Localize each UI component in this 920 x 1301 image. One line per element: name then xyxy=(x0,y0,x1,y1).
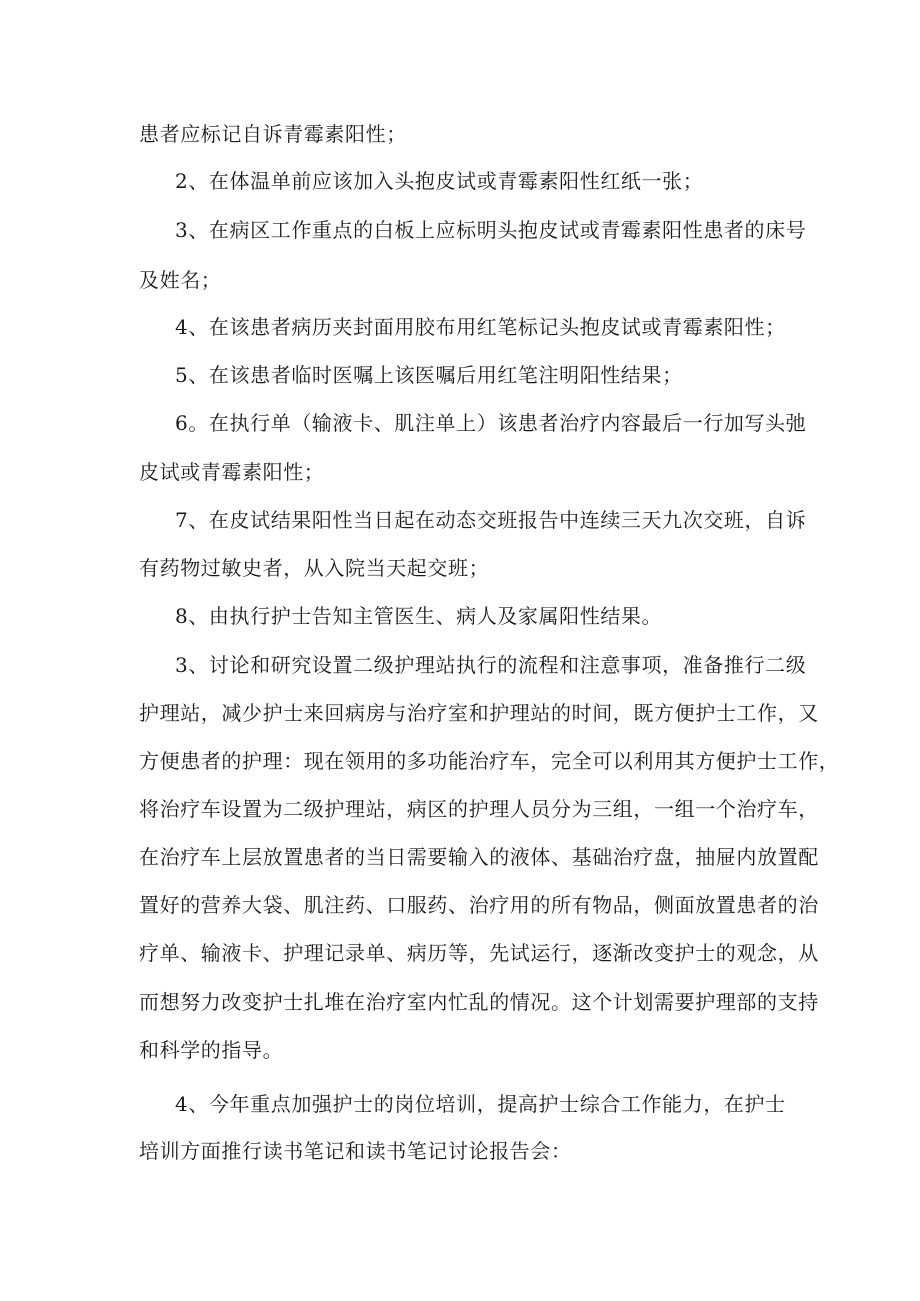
text-line: 培训方面推行读书笔记和读书笔记讨论报告会： xyxy=(139,1139,572,1163)
text-line: 皮试或青霉素阳性； xyxy=(139,460,325,484)
text-line: 在治疗车上层放置患者的当日需要输入的液体、基础治疗盘，抽屉内放置配 xyxy=(139,845,819,869)
text-line: 4、在该患者病历夹封面用胶布用红笔标记头抱皮试或青霉素阳性； xyxy=(175,315,786,339)
text-line: 将治疗车设置为二级护理站，病区的护理人员分为三组，一组一个治疗车， xyxy=(139,797,819,821)
text-line: 而想努力改变护士扎堆在治疗室内忙乱的情况。这个计划需要护理部的支持 xyxy=(139,990,819,1014)
text-line: 疗单、输液卡、护理记录单、病历等，先试运行，逐渐改变护士的观念，从 xyxy=(139,941,819,965)
text-line: 6。在执行单（输液卡、肌注单上）该患者治疗内容最后一行加写头弛 xyxy=(175,411,807,435)
text-line: 护理站，减少护士来回病房与治疗室和护理站的时间，既方便护士工作，又 xyxy=(139,701,819,725)
text-line: 4、今年重点加强护士的岗位培训，提高护士综合工作能力，在护士 xyxy=(175,1092,786,1116)
text-line: 置好的营养大袋、肌注药、口服药、治疗用的所有物品，侧面放置患者的治 xyxy=(139,893,819,917)
text-line: 8、由执行护士告知主管医生、病人及家属阳性结果。 xyxy=(175,604,663,628)
text-line: 患者应标记自诉青霉素阳性； xyxy=(139,122,407,146)
text-line: 2、在体温单前应该加入头抱皮试或青霉素阳性红纸一张； xyxy=(175,169,704,193)
text-line: 3、讨论和研究设置二级护理站执行的流程和注意事项，准备推行二级 xyxy=(175,653,807,677)
text-line: 和科学的指导。 xyxy=(139,1038,284,1062)
text-line: 有药物过敏史者，从入院当天起交班； xyxy=(139,556,490,580)
text-line: 方便患者的护理：现在领用的多功能治疗车，完全可以利用其方便护士工作， xyxy=(139,749,840,773)
text-line: 5、在该患者临时医嘱上该医嘱后用红笔注明阳性结果； xyxy=(175,363,683,387)
text-line: 及姓名； xyxy=(139,268,222,292)
text-line: 3、在病区工作重点的白板上应标明头抱皮试或青霉素阳性患者的床号 xyxy=(175,218,807,242)
text-line: 7、在皮试结果阳性当日起在动态交班报告中连续三天九次交班，自诉 xyxy=(175,508,807,532)
